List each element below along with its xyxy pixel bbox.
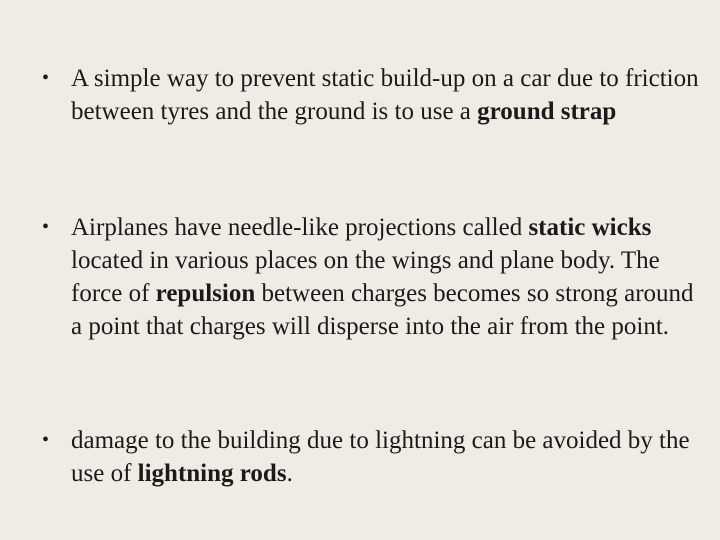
text-run: located in various places on the wings and plane body. The force of	[71, 247, 660, 307]
text-run: damage to the building due to lightning can be avoided by the use of	[71, 427, 690, 487]
bullet-text	[71, 424, 702, 490]
bold-term: repulsion	[155, 280, 256, 307]
text-run: .	[286, 460, 293, 487]
text-run: between charges becomes so strong around a point that charges will disperse into the air from the point.	[71, 280, 694, 340]
bullet-text	[71, 211, 702, 343]
bullet-item	[42, 424, 702, 490]
bold-term: ground strap	[477, 98, 617, 125]
text-run: Airplanes have needle-like projections called	[71, 214, 529, 241]
bullet-text	[71, 62, 702, 128]
bullet-item	[42, 211, 702, 343]
bullet-marker: •	[42, 429, 50, 451]
bold-term: lightning rods	[137, 460, 287, 487]
bullet-item	[42, 62, 702, 128]
bullet-marker: •	[42, 67, 50, 89]
bold-term: static wicks	[528, 214, 652, 241]
bullet-marker: •	[42, 216, 50, 238]
text-run: A simple way to prevent static build-up on a car due to friction between tyres and the ground is to use a	[71, 65, 699, 125]
